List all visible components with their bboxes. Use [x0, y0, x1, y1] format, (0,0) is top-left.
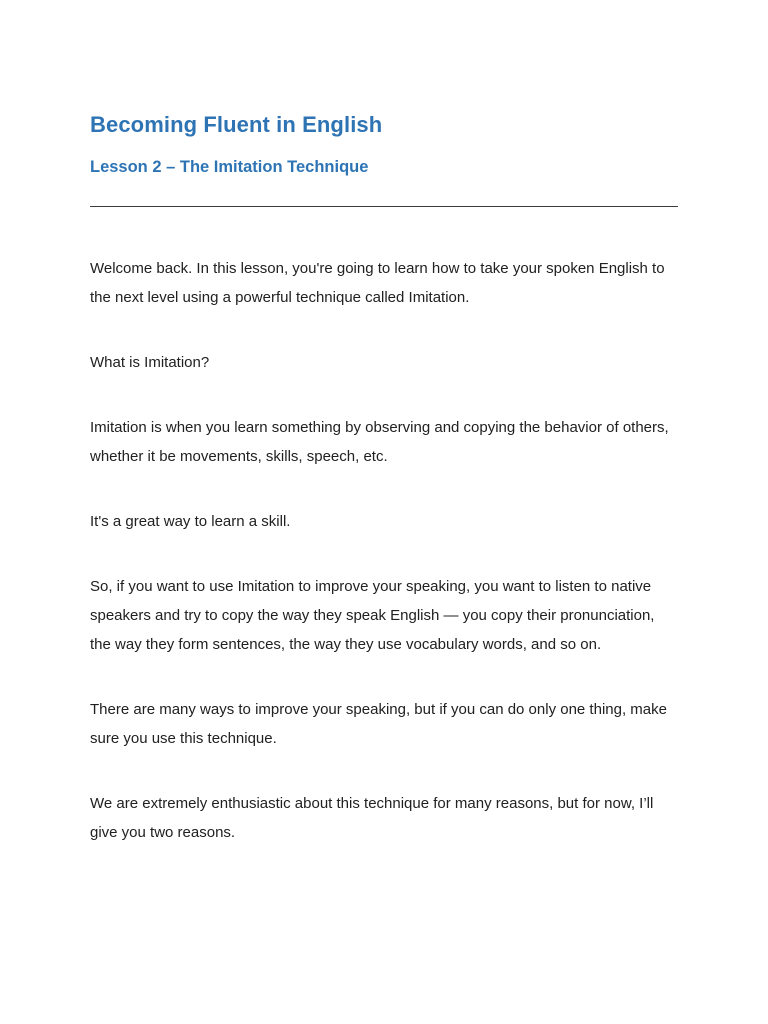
paragraph-what-is-imitation: What is Imitation? — [90, 354, 210, 371]
paragraph-many-ways: There are many ways to improve your speaking, but if you can do only one thing, make sure you use this technique. — [90, 701, 667, 747]
paragraph-imitation-definition: Imitation is when you learn something by observing and copying the behavior of others, whether it be movements, skills, speech, etc. — [90, 419, 669, 465]
body-text — [90, 254, 678, 847]
paragraph-great-way: It's a great way to learn a skill. — [90, 513, 291, 530]
paragraph-enthusiastic: We are extremely enthusiastic about this technique for many reasons, but for now, I’ll give you two reasons. — [90, 795, 654, 841]
paragraph-welcome: Welcome back. In this lesson, you're going to learn how to take your spoken English to the next level using a powerful technique called Imitation. — [90, 260, 665, 306]
paragraph-how-to-use: So, if you want to use Imitation to improve your speaking, you want to listen to native speakers and try to copy the way they speak English — you copy their pronunciation, the way they form sentences, the way they use vocabulary words, and so on. — [90, 578, 655, 653]
divider — [90, 206, 678, 207]
lesson-subtitle: Lesson 2 – The Imitation Technique — [90, 158, 369, 176]
page-title: Becoming Fluent in English — [90, 112, 383, 137]
